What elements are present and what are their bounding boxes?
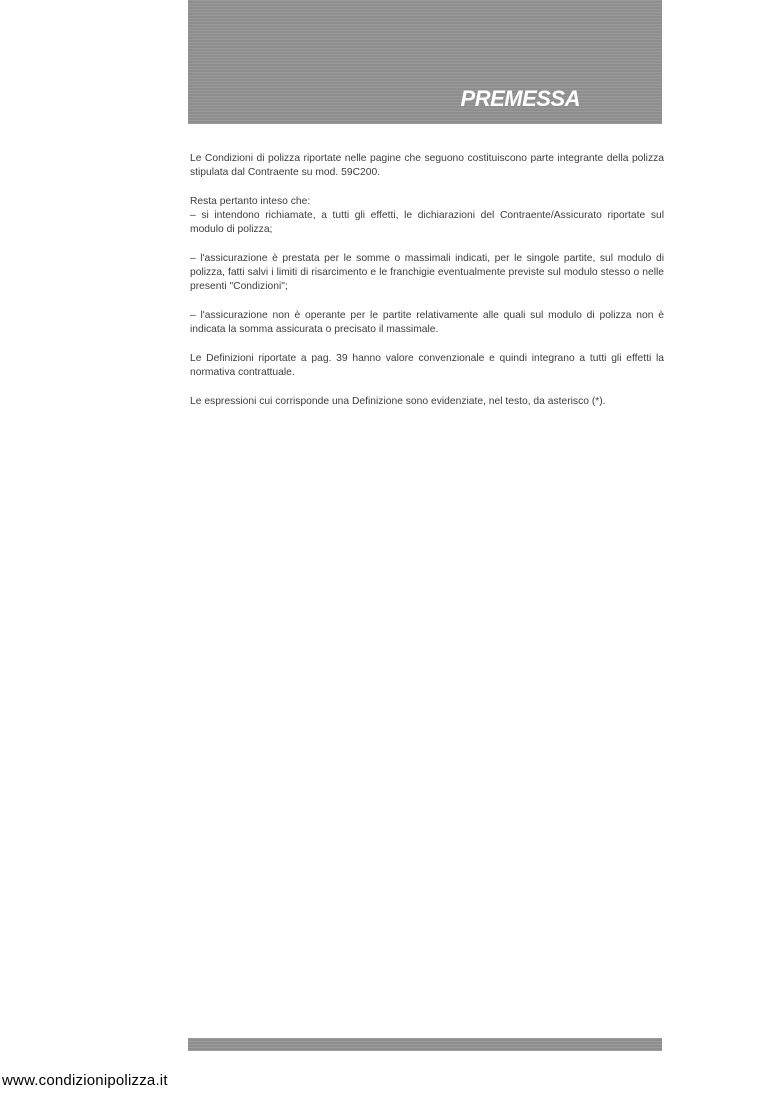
page-title: PREMESSA xyxy=(460,86,580,111)
body-text xyxy=(190,152,664,424)
paragraph-espressioni: Le espressioni cui corrisponde una Definizione sono evidenziate, nel testo, da asterisco (*). xyxy=(190,396,606,407)
paragraph-resta-intro: Resta pertanto inteso che: xyxy=(190,196,311,207)
paragraph-definizioni: Le Definizioni riportate a pag. 39 hanno valore convenzionale e quindi integrano a tutti gli effetti la normativa contrattuale. xyxy=(190,353,664,378)
footer-band xyxy=(188,1038,662,1051)
header-band xyxy=(188,0,662,124)
watermark-url: www.condizionipolizza.it xyxy=(2,1072,168,1089)
paragraph-item-non-operante: – l'assicurazione non è operante per le partite relativamente alle quali sul modulo di polizza non è indicata la somma assicurata o precisato il massimale. xyxy=(190,310,664,335)
paragraph-item-somme: – l'assicurazione è prestata per le somme o massimali indicati, per le singole partite, sul modulo di polizza, fatti salvi i limiti di risarcimento e le franchigie eventualmente previste sul modulo stesso o nelle presenti "Condizioni"; xyxy=(190,253,664,292)
paragraph-item-dichiarazioni: – si intendono richiamate, a tutti gli effetti, le dichiarazioni del Contraente/Assicurato riportate sul modulo di polizza; xyxy=(190,210,664,235)
paragraph-intro: Le Condizioni di polizza riportate nelle pagine che seguono costituiscono parte integrante della polizza stipulata dal Contraente su mod. 59C200. xyxy=(190,153,664,178)
